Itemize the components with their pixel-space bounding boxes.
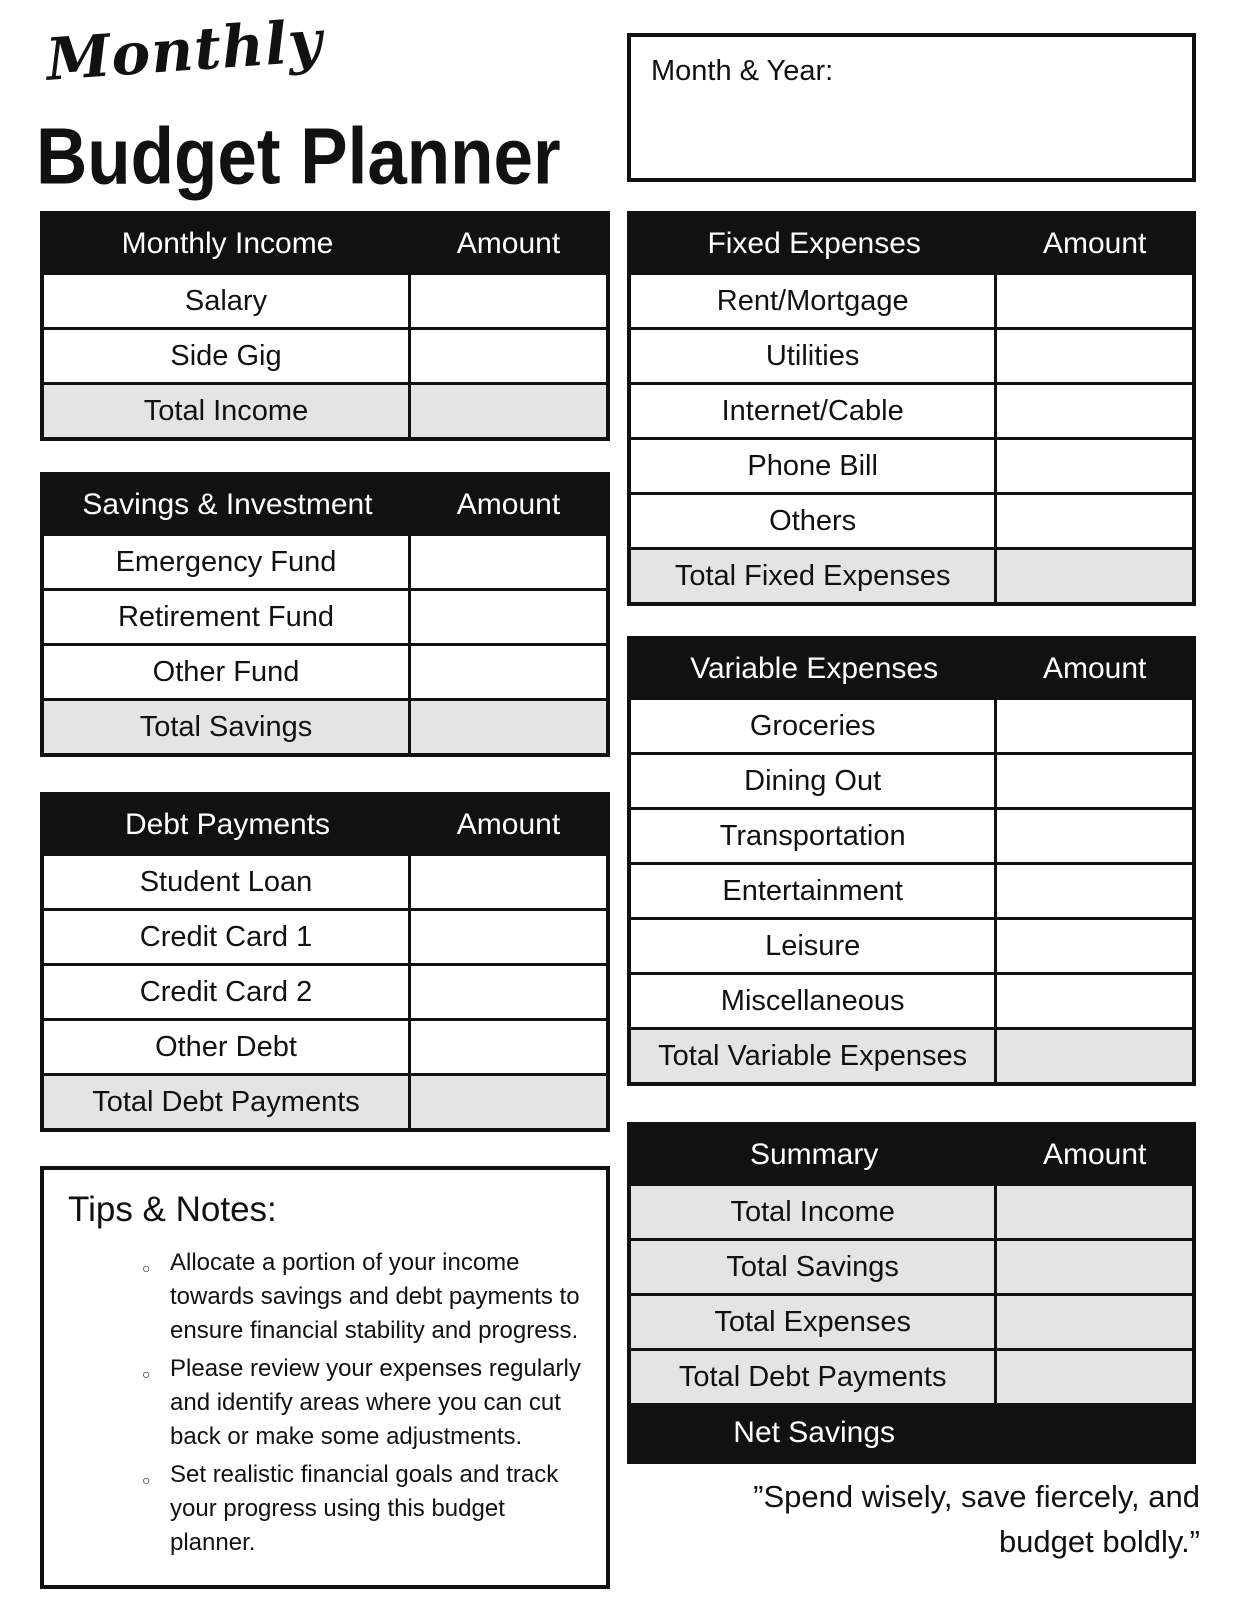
table-row [631, 752, 1192, 807]
table-row [631, 272, 1192, 327]
row-label: Others [631, 495, 997, 547]
table-row [631, 862, 1192, 917]
amount-input-cell[interactable] [997, 920, 1192, 972]
amount-input-cell[interactable] [997, 275, 1192, 327]
row-label: Other Debt [44, 1021, 411, 1073]
row-label: Total Income [44, 385, 411, 437]
row-label: Salary [44, 275, 411, 327]
amount-input-cell[interactable] [411, 856, 606, 908]
table-row [631, 437, 1192, 492]
fixed-expenses-table [627, 211, 1196, 606]
bullet-circle-icon: ○ [142, 1472, 151, 1488]
amount-column-header: Amount [456, 487, 561, 521]
row-label: Total Savings [44, 701, 411, 753]
tips-list-item [142, 1246, 592, 1348]
row-label: Total Savings [631, 1241, 997, 1293]
amount-input-cell[interactable] [411, 536, 606, 588]
amount-column-header: Amount [456, 226, 561, 260]
row-label: Total Variable Expenses [631, 1030, 997, 1082]
table-row [631, 382, 1192, 437]
row-label: Phone Bill [631, 440, 997, 492]
tips-list [44, 1246, 606, 1560]
amount-input-cell[interactable] [997, 440, 1192, 492]
tip-text: Please review your expenses regularly and identify areas where you can cut back or make some adjustments. [170, 1355, 581, 1450]
quote-line-1: ”Spend wisely, save fiercely, and [753, 1479, 1200, 1514]
table-row [631, 1238, 1192, 1293]
table-header [44, 215, 606, 272]
savings-investment-table [40, 472, 610, 757]
row-label: Credit Card 1 [44, 911, 411, 963]
table-row [44, 1018, 606, 1073]
amount-input-cell[interactable] [411, 591, 606, 643]
table-row [44, 1073, 606, 1128]
amount-input-cell[interactable] [411, 275, 606, 327]
table-row [631, 917, 1192, 972]
row-label: Groceries [631, 700, 997, 752]
table-row [44, 908, 606, 963]
page-title-script: Monthly [44, 6, 325, 94]
table-row [631, 697, 1192, 752]
amount-input-cell[interactable] [411, 330, 606, 382]
row-label: Side Gig [44, 330, 411, 382]
amount-column-header: Amount [456, 807, 561, 841]
row-label: Total Fixed Expenses [631, 550, 997, 602]
amount-input-cell[interactable] [997, 755, 1192, 807]
monthly-income-table [40, 211, 610, 441]
tip-text: Set realistic financial goals and track your progress using this budget planner. [170, 1461, 559, 1556]
amount-input-cell[interactable] [997, 1296, 1192, 1348]
amount-input-cell[interactable] [997, 810, 1192, 862]
table-header [44, 476, 606, 533]
table-row [631, 547, 1192, 602]
amount-input-cell[interactable] [411, 911, 606, 963]
summary-table [627, 1122, 1196, 1464]
amount-input-cell[interactable] [997, 1186, 1192, 1238]
row-label: Leisure [631, 920, 997, 972]
amount-input-cell[interactable] [411, 385, 606, 437]
row-label: Emergency Fund [44, 536, 411, 588]
table-row [631, 807, 1192, 862]
table-row [44, 963, 606, 1018]
table-row [44, 382, 606, 437]
net-savings-label: Net Savings [733, 1416, 896, 1449]
table-title: Summary [749, 1137, 879, 1171]
table-title: Savings & Investment [82, 487, 373, 521]
variable-expenses-table [627, 636, 1196, 1086]
table-row [44, 853, 606, 908]
row-label: Transportation [631, 810, 997, 862]
amount-column-header: Amount [1042, 1137, 1147, 1171]
table-row [631, 327, 1192, 382]
amount-input-cell[interactable] [997, 330, 1192, 382]
row-label: Dining Out [631, 755, 997, 807]
row-label: Internet/Cable [631, 385, 997, 437]
amount-input-cell[interactable] [997, 550, 1192, 602]
amount-input-cell[interactable] [997, 700, 1192, 752]
row-label: Total Debt Payments [44, 1076, 411, 1128]
amount-input-cell[interactable] [997, 385, 1192, 437]
row-label: Retirement Fund [44, 591, 411, 643]
table-title: Fixed Expenses [707, 226, 921, 260]
amount-input-cell[interactable] [411, 646, 606, 698]
amount-input-cell[interactable] [997, 1351, 1192, 1403]
quote [660, 1474, 1200, 1564]
amount-input-cell[interactable] [997, 975, 1192, 1027]
tip-text: Allocate a portion of your income towards savings and debt payments to ensure financial stability and progress. [170, 1249, 580, 1344]
amount-column-header: Amount [1042, 651, 1147, 685]
tips-notes-box [40, 1166, 610, 1589]
month-year-label: Month & Year: [651, 55, 834, 87]
table-row [44, 327, 606, 382]
amount-input-cell[interactable] [411, 1021, 606, 1073]
tips-list-item [142, 1352, 592, 1454]
amount-input-cell[interactable] [997, 495, 1192, 547]
amount-input-cell[interactable] [411, 966, 606, 1018]
table-header [44, 796, 606, 853]
amount-input-cell[interactable] [411, 701, 606, 753]
amount-column-header: Amount [1042, 226, 1147, 260]
tips-list-item [142, 1458, 592, 1560]
row-label: Rent/Mortgage [631, 275, 997, 327]
month-year-box [627, 33, 1196, 182]
table-header [631, 1126, 1192, 1183]
row-label: Student Loan [44, 856, 411, 908]
amount-input-cell[interactable] [411, 1076, 606, 1128]
amount-input-cell[interactable] [997, 1030, 1192, 1082]
quote-line-2: budget boldly.” [998, 1524, 1200, 1559]
table-title: Monthly Income [121, 226, 334, 260]
table-title: Debt Payments [124, 807, 331, 841]
amount-input-cell[interactable] [997, 865, 1192, 917]
row-label: Credit Card 2 [44, 966, 411, 1018]
table-row [631, 1293, 1192, 1348]
table-row [44, 698, 606, 753]
row-label: Total Debt Payments [631, 1351, 997, 1403]
net-savings-bar [631, 1403, 1192, 1460]
table-row [44, 272, 606, 327]
amount-input-cell[interactable] [997, 1241, 1192, 1293]
table-row [631, 492, 1192, 547]
row-label: Total Income [631, 1186, 997, 1238]
tips-heading: Tips & Notes: [68, 1190, 277, 1229]
table-row [631, 1348, 1192, 1403]
debt-payments-table [40, 792, 610, 1132]
row-label: Entertainment [631, 865, 997, 917]
table-title: Variable Expenses [690, 651, 939, 685]
table-header [631, 215, 1192, 272]
table-row [631, 972, 1192, 1027]
row-label: Total Expenses [631, 1296, 997, 1348]
bullet-circle-icon: ○ [142, 1366, 151, 1382]
table-row [44, 533, 606, 588]
page-title: Budget Planner [36, 113, 561, 202]
row-label: Utilities [631, 330, 997, 382]
table-row [44, 643, 606, 698]
table-row [44, 588, 606, 643]
bullet-circle-icon: ○ [142, 1260, 151, 1276]
table-row [631, 1027, 1192, 1082]
month-year-input[interactable] [861, 51, 1182, 168]
row-label: Other Fund [44, 646, 411, 698]
table-header [631, 640, 1192, 697]
table-row [631, 1183, 1192, 1238]
row-label: Miscellaneous [631, 975, 997, 1027]
